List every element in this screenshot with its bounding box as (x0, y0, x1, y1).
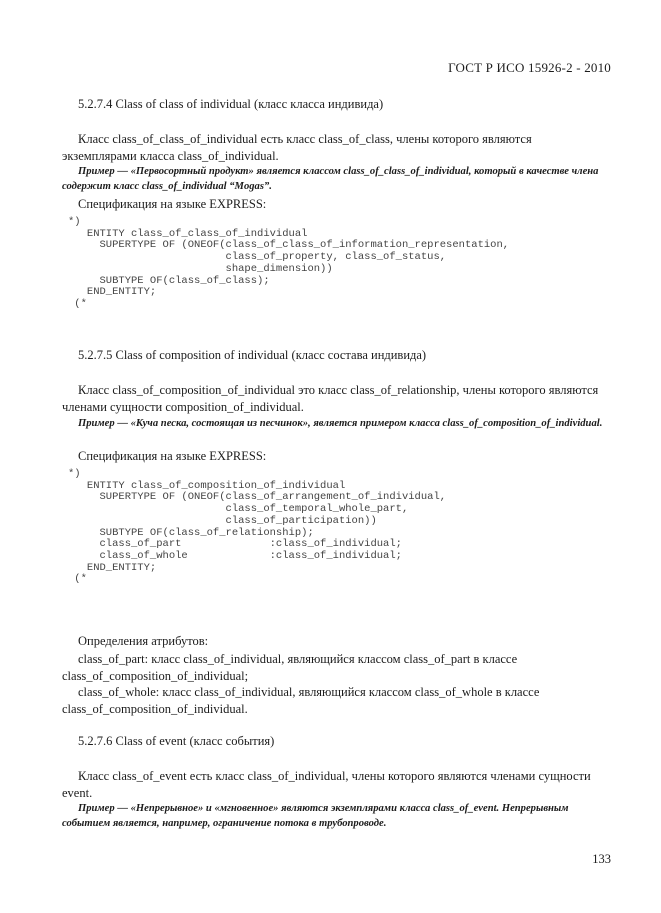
express-label: Спецификация на языке EXPRESS: (78, 197, 267, 211)
section-heading: 5.2.7.5 Class of composition of individual (класс состава индивида) (78, 348, 427, 362)
attribute-definition: class_of_part: класс class_of_individual, являющийся классом class_of_part в классе class_of_composition_of_individual; (62, 652, 518, 683)
express-code-block: *) ENTITY class_of_class_of_individual SUPERTYPE OF (ONEOF(class_of_class_of_information_representation, class_of_property, class_of_status, shape_dimension)) SUBTYPE OF(class_of_class); END_ENTITY; (* (68, 216, 510, 310)
example-note: Пример — «Непрерывное» и «мгновенное» являются экземплярами класса class_of_event. Непрерывным событием является, например, ограничение потока в трубопроводе. (62, 803, 569, 829)
standard-header: ГОСТ Р ИСО 15926-2 - 2010 (448, 60, 611, 75)
section-body: Класс class_of_class_of_individual есть класс class_of_class, члены которого являются экземплярами класса class_of_individual. (62, 132, 532, 163)
page-number: 133 (592, 852, 611, 866)
section-heading: 5.2.7.4 Class of class of individual (класс класса индивида) (78, 97, 384, 111)
section-body: Класс class_of_event есть класс class_of_individual, члены которого являются членами сущности event. (62, 769, 591, 800)
example-note: Пример — «Куча песка, состоящая из песчинок», является примером класса class_of_composition_of_individual. (78, 418, 603, 429)
attributes-label: Определения атрибутов: (78, 634, 209, 648)
express-code-block: *) ENTITY class_of_composition_of_individual SUPERTYPE OF (ONEOF(class_of_arrangement_of_individual, class_of_temporal_whole_part, class_of_participation)) SUBTYPE OF(class_of_relationship); class_of_part :class_of_individual; class_of_whole :class_of_individual; END_ENTITY; (* (68, 468, 447, 586)
example-note: Пример — «Первосортный продукт» является классом class_of_class_of_individual, который в качестве члена содержит класс class_of_individual “Mogas”. (62, 166, 599, 192)
section-heading: 5.2.7.6 Class of event (класс события) (78, 734, 275, 748)
section-body: Класс class_of_composition_of_individual это класс class_of_relationship, члены которого являются членами сущности composition_of_individual. (62, 383, 599, 414)
express-label: Спецификация на языке EXPRESS: (78, 449, 267, 463)
attribute-definition: class_of_whole: класс class_of_individual, являющийся классом class_of_whole в классе class_of_composition_of_individual. (62, 685, 540, 716)
